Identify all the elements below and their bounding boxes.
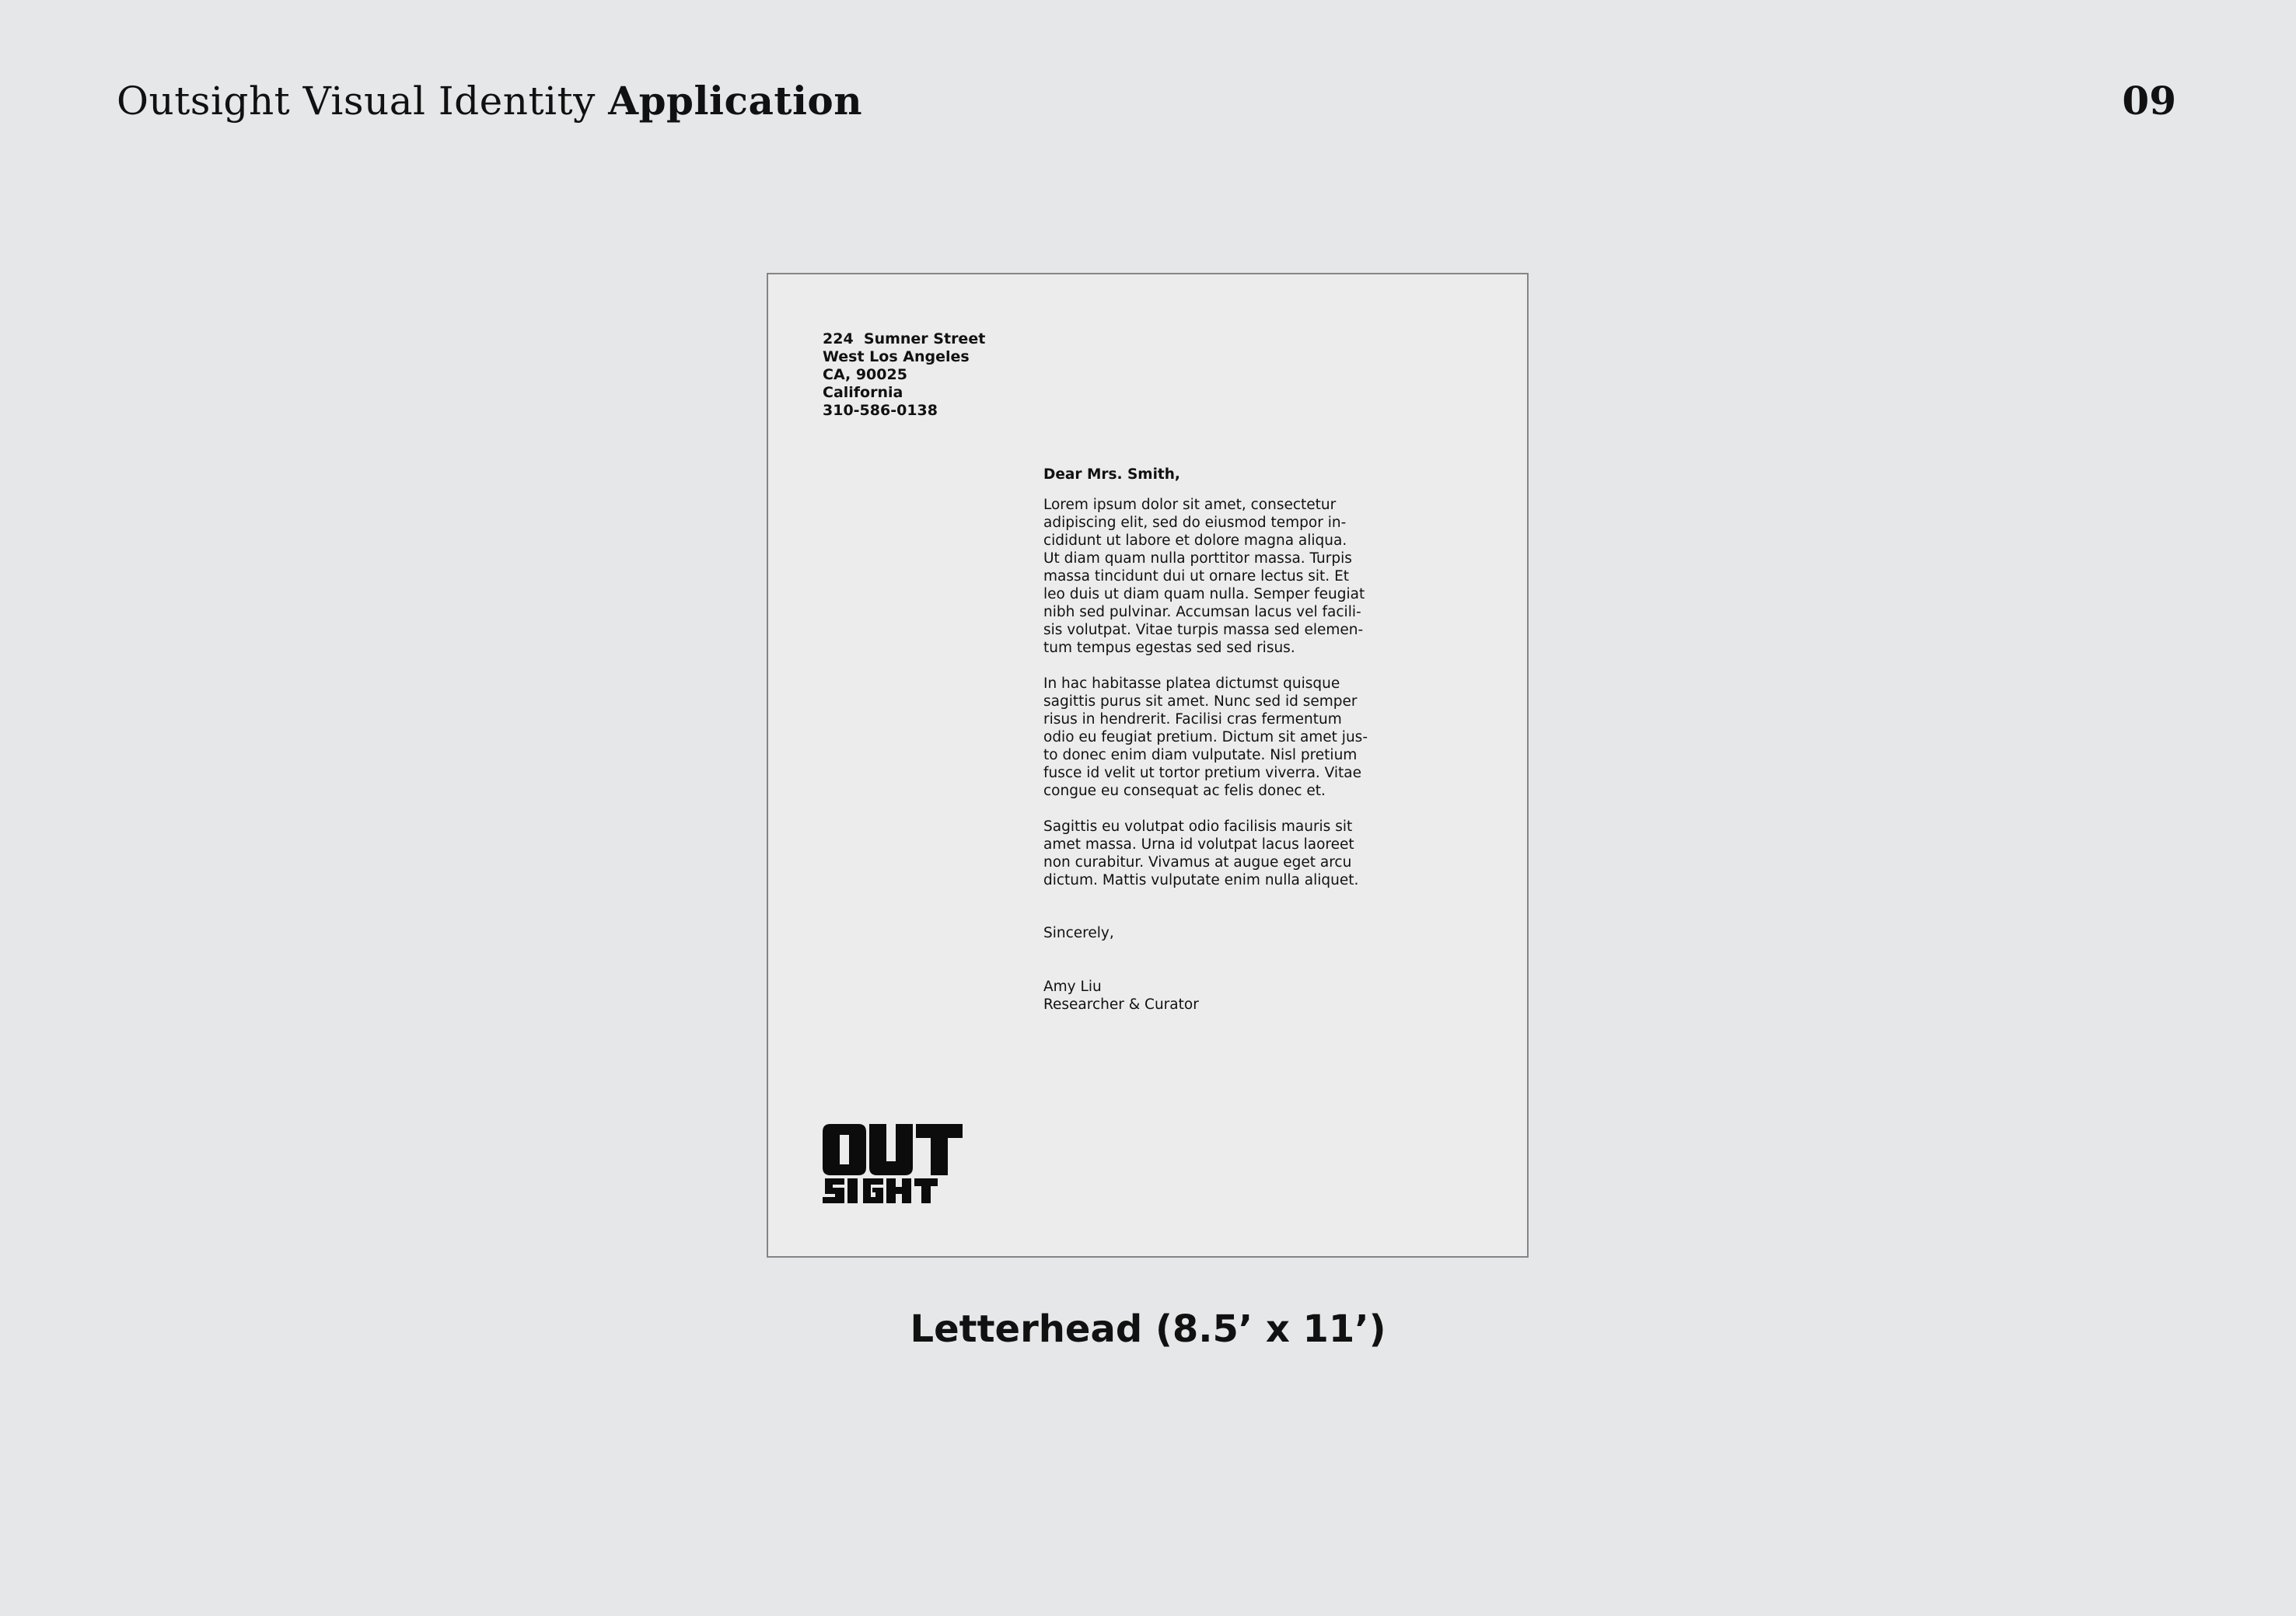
paragraph-line: Ut diam quam nulla porttitor massa. Turpis [1043,550,1352,567]
page-title [117,73,862,129]
closing: Sincerely, [1043,925,1114,941]
address-line: California [823,384,903,401]
paragraph-line: dictum. Mattis vulputate enim nulla aliquet. [1043,872,1359,888]
paragraph-line: adipiscing elit, sed do eiusmod tempor in- [1043,515,1347,531]
paragraph-line: sagittis purus sit amet. Nunc sed id semper [1043,693,1358,710]
paragraph-line: risus in hendrerit. Facilisi cras fermentum [1043,711,1342,728]
signature-block [1043,978,1370,1014]
paragraph-line: Lorem ipsum dolor sit amet, consectetur [1043,497,1337,513]
salutation: Dear Mrs. Smith, [1043,466,1180,483]
outsight-logo [823,1124,963,1203]
paragraph-line: congue eu consequat ac felis donec et. [1043,783,1326,799]
paragraph-line: cididunt ut labore et dolore magna aliqua. [1043,532,1347,549]
paragraph-line: sis volutpat. Vitae turpis massa sed elemen- [1043,622,1364,638]
letter-paragraph-2 [1043,675,1370,800]
paragraph-line: In hac habitasse platea dictumst quisque [1043,675,1340,692]
paragraph-line: massa tincidunt dui ut ornare lectus sit. Et [1043,568,1350,585]
address-line: 224 Sumner Street [823,330,986,347]
signer-title: Researcher & Curator [1043,996,1199,1013]
page-number: 09 [2122,78,2176,124]
paragraph-line: Sagittis eu volutpat odio facilisis mauris sit [1043,818,1353,835]
page-title-regular: Outsight Visual Identity [117,79,596,124]
letter-body [1043,466,1370,1014]
sender-address [823,330,985,420]
signer-name: Amy Liu [1043,979,1102,995]
paragraph-line: to donec enim diam vulputate. Nisl pretium [1043,747,1358,763]
paragraph-line: amet massa. Urna id volutpat lacus laoreet [1043,836,1354,853]
address-line: 310-586-0138 [823,402,938,419]
paragraph-line: odio eu feugiat pretium. Dictum sit amet jus- [1043,729,1368,745]
paragraph-line: non curabitur. Vivamus at augue eget arcu [1043,854,1352,871]
page-title-bold: Application [608,78,863,124]
paragraph-line: fusce id velit ut tortor pretium viverra. Vitae [1043,765,1362,781]
caption: Letterhead (8.5’ x 11’) [910,1307,1386,1351]
paragraph-line: tum tempus egestas sed sed risus. [1043,640,1295,656]
paragraph-line: nibh sed pulvinar. Accumsan lacus vel facili- [1043,604,1361,620]
address-line: West Los Angeles [823,348,970,365]
letter-paragraph-3 [1043,818,1370,889]
letterhead-sheet [767,273,1529,1258]
paragraph-line: leo duis ut diam quam nulla. Semper feugiat [1043,586,1365,602]
address-line: CA, 90025 [823,366,907,383]
letter-paragraph-1 [1043,496,1370,657]
